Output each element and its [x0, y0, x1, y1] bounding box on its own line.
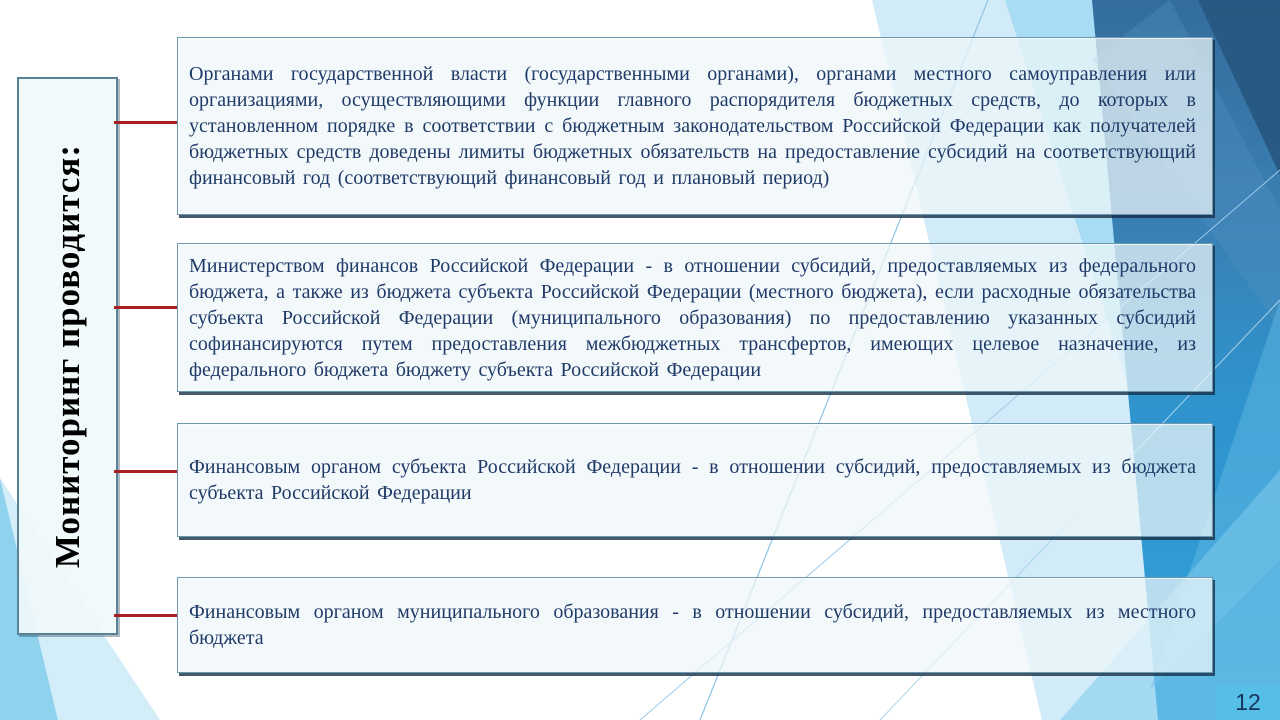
monitoring-box-state-authorities-text: Органами государственной власти (государственными органами), органами местного самоуправления или организациями, осуществляющими функции главного распорядителя бюджетных средств, до которых в установленном порядке в соответствии с бюджетным законодательством Российской Федерации как получателей бюджетных средств доведены лимиты бюджетных обязательств на предоставление субсидий на соответствующий финансовый год (соответствующий финансовый год и плановый период) [189, 63, 1196, 189]
connector-line-3 [114, 470, 178, 473]
page-number: 12 [1235, 689, 1261, 715]
monitoring-box-regional-finance-authority [177, 423, 1213, 537]
connector-line-1 [114, 121, 178, 124]
monitoring-title-box [17, 77, 118, 635]
monitoring-box-state-authorities [177, 37, 1213, 215]
monitoring-box-municipal-finance-authority [177, 577, 1213, 673]
connector-line-4 [114, 614, 178, 617]
page-number-badge [1216, 685, 1280, 720]
monitoring-box-finance-ministry-text: Министерством финансов Российской Федерации - в отношении субсидий, предоставляемых из федерального бюджета, а также из бюджета субъекта Российской Федерации (местного бюджета), если расходные обязательства субъекта Российской Федерации (муниципального образования) по предоставлению указанных субсидий софинансируются путем предоставления межбюджетных трансфертов, имеющих целевое назначение, из федерального бюджета бюджету субъекта Российской Федерации [189, 254, 1196, 381]
monitoring-box-regional-finance-authority-text: Финансовым органом субъекта Российской Федерации - в отношении субсидий, предоставляемых из бюджета субъекта Российской Федерации [189, 456, 1196, 504]
monitoring-box-municipal-finance-authority-text: Финансовым органом муниципального образования - в отношении субсидий, предоставляемых из местного бюджета [189, 601, 1196, 649]
monitoring-title: Мониторинг проводится: [47, 143, 87, 569]
monitoring-box-finance-ministry [177, 243, 1213, 392]
connector-line-2 [114, 306, 178, 309]
